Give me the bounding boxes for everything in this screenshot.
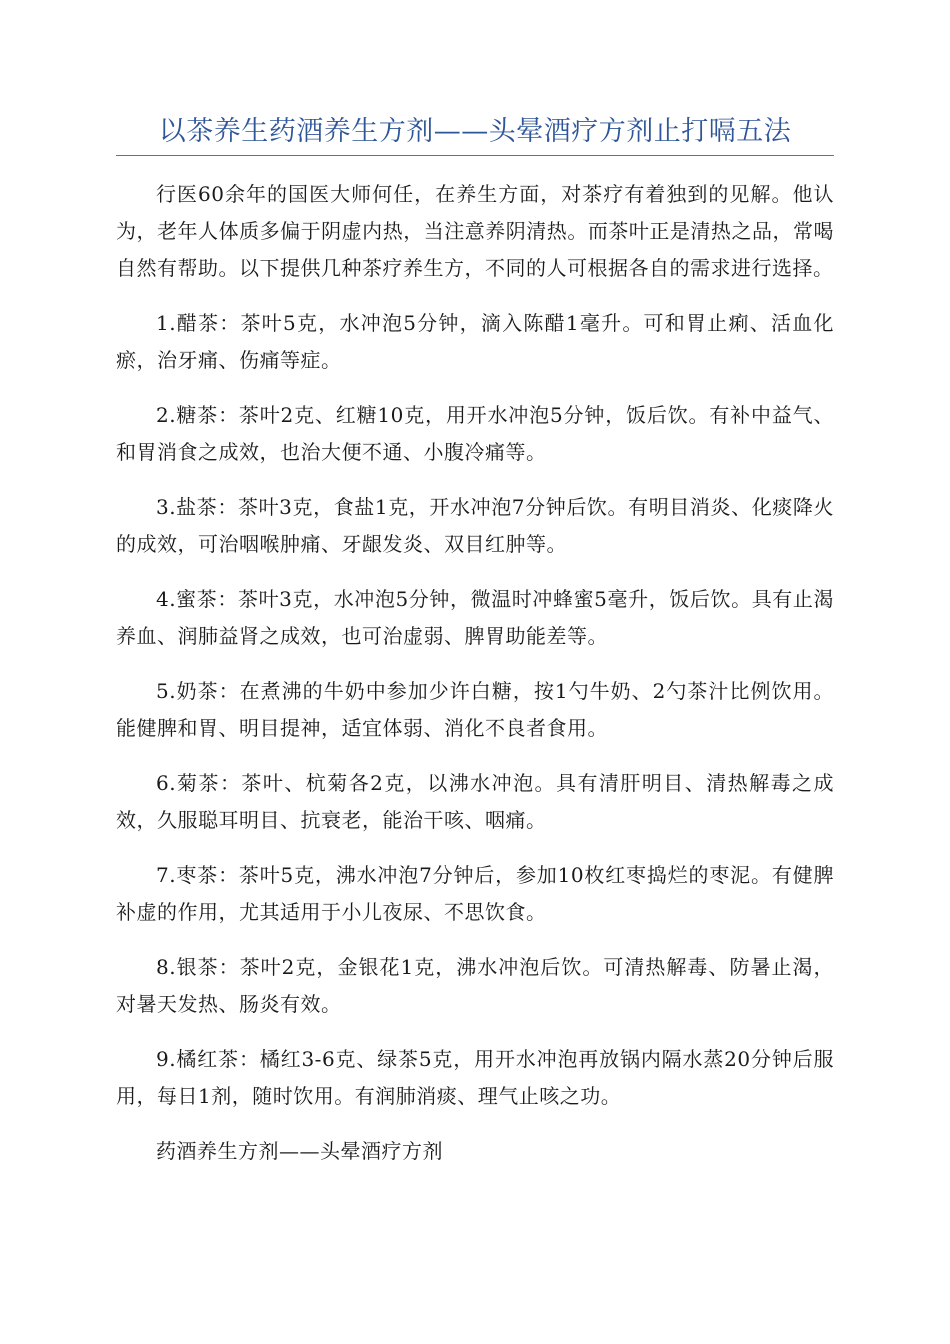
paragraph-intro: 行医60余年的国医大师何任，在养生方面，对茶疗有着独到的见解。他认为，老年人体质多偏于阴虚内热，当注意养阴清热。而茶叶正是清热之品，常喝自然有帮助。以下提供几种茶疗养生方，不同的人可根据各自的需求进行选择。 bbox=[116, 182, 834, 280]
paragraph-chrysanthemum-tea: 6.菊茶：茶叶、杭菊各2克，以沸水冲泡。具有清肝明目、清热解毒之成效，久服聪耳明目、抗衰老，能治干咳、咽痛。 bbox=[116, 771, 834, 832]
paragraph-salt-tea: 3.盐茶：茶叶3克，食盐1克，开水冲泡7分钟后饮。有明目消炎、化痰降火的成效，可治咽喉肿痛、牙龈发炎、双目红肿等。 bbox=[116, 495, 834, 556]
title-underline bbox=[116, 155, 834, 156]
document-title: 以茶养生药酒养生方剂——头晕酒疗方剂止打嗝五法 bbox=[158, 116, 792, 147]
paragraph-sugar-tea: 2.糖茶：茶叶2克、红糖10克，用开水冲泡5分钟，饭后饮。有补中益气、和胃消食之成效，也治大便不通、小腹冷痛等。 bbox=[116, 403, 834, 464]
paragraph-vinegar-tea: 1.醋茶：茶叶5克，水冲泡5分钟，滴入陈醋1毫升。可和胃止痢、活血化瘀，治牙痛、伤痛等症。 bbox=[116, 311, 834, 372]
document-body bbox=[116, 176, 834, 1188]
section-heading-wine-remedy: 药酒养生方剂——头晕酒疗方剂 bbox=[156, 1139, 443, 1163]
paragraph-jujube-tea: 7.枣茶：茶叶5克，沸水冲泡7分钟后，参加10枚红枣捣烂的枣泥。有健脾补虚的作用，尤其适用于小儿夜尿、不思饮食。 bbox=[116, 863, 834, 924]
paragraph-tangerine-tea: 9.橘红茶：橘红3-6克、绿茶5克，用开水冲泡再放锅内隔水蒸20分钟后服用，每日1剂，随时饮用。有润肺消痰、理气止咳之功。 bbox=[116, 1047, 834, 1108]
paragraph-honey-tea: 4.蜜茶：茶叶3克，水冲泡5分钟，微温时冲蜂蜜5毫升，饭后饮。具有止渴养血、润肺益肾之成效，也可治虚弱、脾胃助能差等。 bbox=[116, 587, 834, 648]
paragraph-milk-tea: 5.奶茶：在煮沸的牛奶中参加少许白糖，按1勺牛奶、2勺茶汁比例饮用。能健脾和胃、明目提神，适宜体弱、消化不良者食用。 bbox=[116, 679, 834, 740]
paragraph-honeysuckle-tea: 8.银茶：茶叶2克，金银花1克，沸水冲泡后饮。可清热解毒、防暑止渴，对暑天发热、肠炎有效。 bbox=[116, 955, 834, 1016]
